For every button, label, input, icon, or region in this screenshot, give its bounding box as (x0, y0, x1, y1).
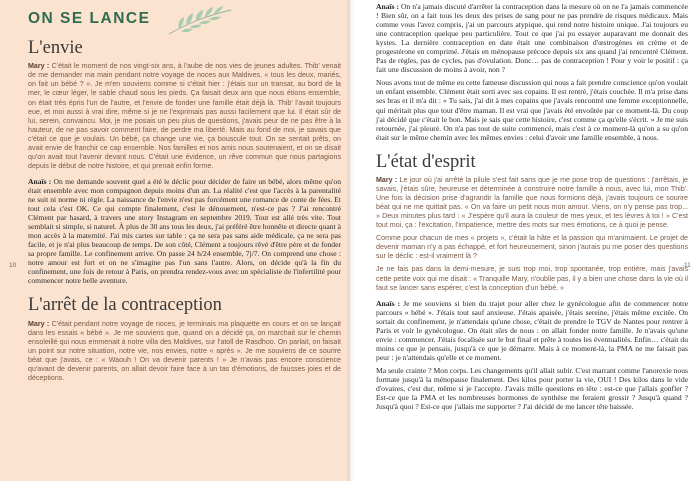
paragraph-projets: Comme pour chacun de mes « projets », c'était la hâte et la passion qui m'animaient. Le projet de devenir maman n'y a pas échappé, et fort heureusement, sinon j'aurais pu me poser des questions sur le déclic : est-il vraiment là ? (376, 234, 688, 261)
page-number-right: 11 (684, 262, 691, 269)
paragraph-text: On me demande souvent quel a été le déclic pour décider de faire un bébé, alors même qu'on était ensemble avec mon compagnon depuis moins d'un an. La réalité c'est que l'accès à la parentalité ne suit ni norme ni règle. La naissance de l'envie n'est pas forcément une romance de conte de fées. Et tout cela c'est OK. Ce qui compte finalement, c'est le dénouement, n'est-ce pas ? J'ai rencontré Clément par hasard, à travers une story Instagram en septembre 2019. Tout est allé très vite. Tout semblait si simple, si naturel. À plus de 30 ans tous les deux, j'ai préféré être honnête et directe quant à mon accès à la maternité. J'ai mis cartes sur table : ça ne sera pas sans aide médicale, ça ne sera pas facile, et je n'ai plus beaucoup de temps. De son côté, Clément a toujours rêvé d'être père et de fonder sa propre famille. Le confinement arrive. On passe 24 h/24 ensemble, 7j/7. On comprend une chose : notre amour est fort et on ne s'imagine pas l'un sans l'autre. Alors, on décide qu'à la fin du confinement, une fois de retour à Paris, on prendra rendez-vous avec un spécialiste de l'infertilité pour commencer notre belle aventure. (28, 176, 341, 286)
leaf-branch-icon (165, 4, 235, 38)
paragraph-text: Je me souviens si bien du trajet pour aller chez le gynécologue afin de commencer notre parcours « bébé ». J'étais tout sauf anxieuse. J'étais apaisée, j'étais sereine, j'étais même excitée. On sortait du confinement, je n'attendais qu'une chose, c'était de prendre le TGV de Nantes pour rentrer à Paris et voir le gynécologue. On était sûrs de nous : on allait fonder notre famille. Je n'avais qu'une envie : commencer. J'étais focalisée sur le but final et prête à toutes les éventualités. Enfin… c'était du moins ce que je pensais, jusqu'à ce que je démarre. Mais à ce moment-là, la PMA ne me faisait pas peur : je n'attendais qu'elle et ce moment. (376, 298, 689, 362)
speaker-label: Mary : (376, 176, 398, 185)
paragraph-text: C'était le moment de nos vingt-six ans, à l'aube de nos vies de jeunes adultes. Thib' venait de me demander ma main pendant notre voyage de noces aux Maldives, « tous les deux, mariés, on fait un bébé ? ». Je m'en souviens comme si c'était hier : j'étais sur un transat, au bord de la mer, le cœur léger, le sable chaud sous les pieds. Ça faisait deux ans que nous étions ensemble, on était très épris l'un de l'autre, et l'envie de fonder une famille était déjà là. Thib' l'avait toujours eue, et moi aussi à vrai dire, même si je ne l'exprimais pas aussi facilement que lui. Il était sûr de lui, serein, convaincu. Moi, je me posais un peu plus de questions, j'avais peur de ne pas être à la hauteur, de ne pas savoir comment faire, de perdre ma liberté. Mais au fond de moi, je savais que c'était ce que je voulais. Un bébé, ça change une vie, ça bouscule tout. On se sentait prêts, on avait envie de franchir ce cap ensemble. Nos familles et nos amis nous soutenaient, et on se disait qu'on avait tout l'avenir devant nous. C'était une évidence, un rêve commun que nous partagions depuis le début de notre histoire, et qui prenait enfin forme. (28, 62, 341, 170)
paragraph-mary-etat-esprit (376, 176, 688, 230)
speaker-label: Anaïs : (376, 2, 400, 11)
paragraph-anais-envie (28, 177, 341, 286)
book-gutter (345, 0, 355, 481)
paragraph-anais-contraception (376, 2, 688, 74)
paragraph-text: C'était pendant notre voyage de noces, je terminais ma plaquette en cours et on se lançait dans les essais « bébé ». Je me souviens que, quand on a décidé ça, on marchait sur le chemin ensoleillé qui nous emmenait à notre villa des Maldives, sur l'atoll de Rasdhoo. On parlait, on faisait un point sur notre situation, notre vie, nos envies, notre « après ». Je me souviens de ce sourire béat que j'avais, ce : « Waouh ! On va devenir parents ! » Je n'avais pas encore conscience qu'avant de devenir parents, on allait devoir faire face à un tas d'émotions, de fausses joies et de déceptions. (28, 319, 341, 383)
paragraph-crainte: Ma seule crainte ? Mon corps. Les changements qu'il allait subir. C'est marrant comme l'anorexie nous formate jusqu'à la ménopause finalement. Des kilos pour porter la vie, OUI ! Des kilos dans le vide d'ovaires, c'est dur, même si je l'accepte. J'avais mille questions en tête : est-ce que j'allais gonfler ? Est-ce que la PMA et les nombreuses hormones de synthèse me feraient grossir ? Jusqu'à quand ? Jusqu'à quoi ? Est-ce que j'allais me supporter ? J'ai décidé de me lancer tête baissée. (376, 365, 688, 412)
paragraph-anais-trajet (376, 299, 688, 362)
section-title-etat-esprit: L'état d'esprit (376, 151, 476, 172)
speaker-label: Mary : (28, 62, 50, 71)
section-title-envie: L'envie (28, 38, 83, 58)
right-column (376, 2, 688, 411)
speaker-label: Anaïs : (28, 176, 52, 186)
paragraph-demi-mesure: Je ne fais pas dans la demi-mesure, je suis trop moi, trop spontanée, trop entière, mais j'avais cette petite voix qui me disait : « Tranquille Mary, n'oublie pas, il y a bien une chose dans la vie où il faut se lancer sans espérer, c'est la conception d'un bébé. » (376, 265, 688, 292)
paragraph-discussion: Nous avons tout de même eu cette fameuse discussion qui nous a fait prendre conscience qu'on voulait un enfant ensemble. Clément était sorti avec ses copains. Il est rentré, j'étais couchée. Il m'a prise dans ses bras et il m'a dit : « Tu sais, j'ai dit à mes copains que j'avais rencontré une femme exceptionnelle, qui méritait plus que tout d'être maman. Il est vrai que j'avais été envoûtée par ce moment-là. Du coup j'ai décidé que c'était le bon. Mais je sais que cette histoire, c'est comme ça qu'elle s'écrit. » Je me suis retournée, j'ai pleuré. On n'a pas tout de suite commencé, mais c'est à ce moment-là qu'on a su qu'on était sur le même chemin avec les mêmes envies : celui d'avoir une famille ensemble, à nous. (376, 78, 688, 142)
paragraph-mary-envie (28, 62, 341, 171)
left-column (28, 38, 341, 383)
paragraph-text: Le jour où j'ai arrêté la pilule s'est fait sans que je me pose trop de questions : j'arrêtais, je savais, j'étais sûre, heureuse et déterminée à construire notre famille à nous, avec lui, mon Thib'. Une fois la décision prise d'agrandir la famille que nous formions déjà, j'avais toujours ce sourire béat qui ne me quittait pas. « On va faire un petit nous mon amour. Viens, on n'y pense pas trop... » Deux minutes plus tard : « J'espère qu'il aura la couleur de mes yeux, et tes lèvres à toi ! » C'est tout moi, ça : l'excitation, l'impatience, mettre des mots sur mes émotions, ce à quoi je pense. (376, 176, 688, 230)
speaker-label: Mary : (28, 319, 50, 328)
paragraph-mary-contraception (28, 320, 341, 383)
chapter-header: ON SE LANCE (28, 10, 151, 27)
speaker-label: Anaïs : (376, 298, 401, 308)
section-title-contraception: L'arrêt de la contraception (28, 295, 222, 316)
page-number-left: 10 (9, 262, 17, 269)
paragraph-text: On n'a jamais discuté d'arrêter la contraception dans la mesure où on ne l'a jamais commencée ! Bien sûr, on a fait tous les deux des prises de sang pour ne pas prendre de risques médicaux. Mais comme vous l'avez compris, j'ai un parcours atypique, qui rend notre histoire unique. J'ai toujours eu une contraception quelque peu particulière. Tout ce que j'ai pu essayer auparavant me donnait des kystes. La dernière contraception en date était une combinaison d'œstrogènes en crème et de progestérone en comprimé. J'étais en ménopause précoce depuis six ans quand j'ai rencontré Clément. Pas de règles, pas de cycles, pas d'ovulation. Donc… pas de contraception ! Pour y voir le positif : ça fait une discussion de moins à avoir, non ? (376, 2, 688, 75)
